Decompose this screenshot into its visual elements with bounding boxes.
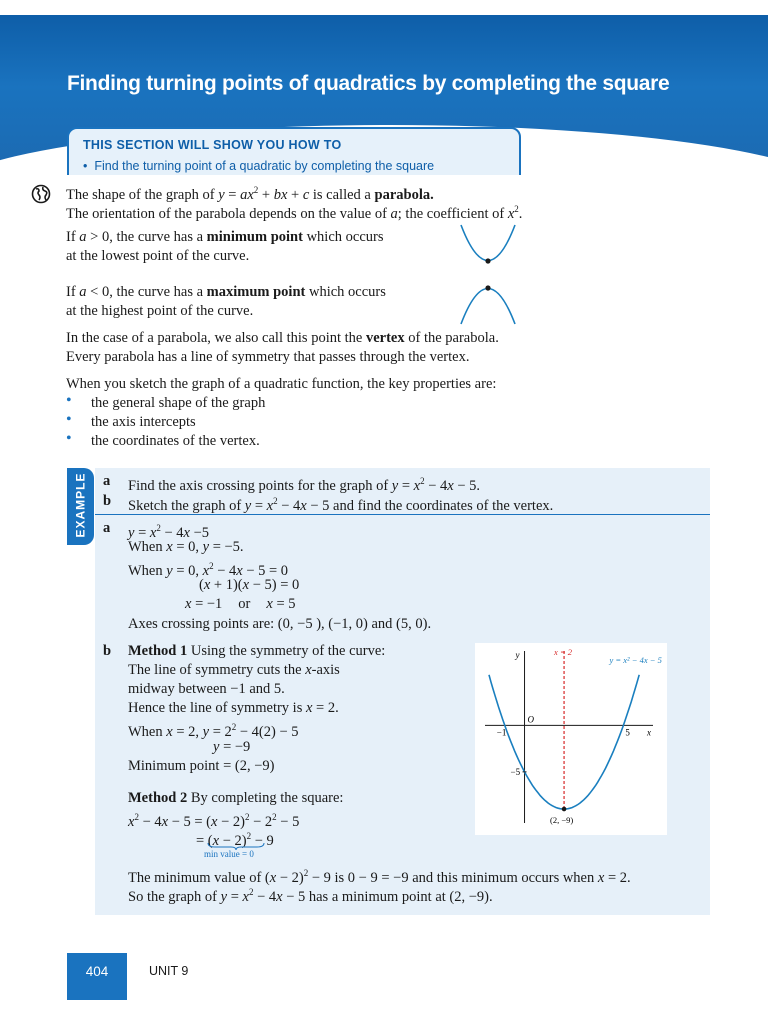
t: a — [79, 284, 87, 300]
globe-icon — [31, 184, 51, 204]
t: = 5 — [272, 596, 296, 612]
t: which occurs — [302, 229, 384, 245]
t: = — [227, 888, 243, 905]
t: Method 1 — [128, 643, 188, 659]
t: 2 — [244, 812, 250, 822]
t: of the parabola. — [404, 330, 499, 346]
conclusion-line-2 — [128, 883, 493, 907]
t: < 0, the curve has a — [86, 284, 207, 300]
t: − 2 — [249, 813, 273, 830]
t: y — [202, 539, 210, 555]
t: Method 2 — [128, 790, 188, 806]
t: −5 — [189, 524, 209, 541]
t: x — [185, 596, 192, 612]
t: − 2) — [276, 869, 304, 886]
t: By completing the square: — [187, 790, 344, 806]
t: + — [258, 186, 274, 203]
solution-b-label: b — [103, 643, 112, 659]
t: ; the coefficient of — [397, 205, 508, 222]
t: = 2. — [604, 869, 631, 886]
t: − 2) — [217, 813, 245, 830]
unit-label: UNIT 9 — [149, 964, 189, 978]
example-tab-label: EXAMPLE — [73, 472, 88, 538]
t: = −1 — [191, 596, 223, 612]
t: = −9 — [219, 739, 251, 755]
vertex-line-1 — [66, 329, 499, 348]
intro-line-2 — [66, 200, 522, 224]
t: − 4 — [138, 813, 162, 830]
t: x — [166, 539, 173, 555]
t: − 4 — [277, 497, 301, 514]
method-1-line-2 — [128, 661, 340, 680]
graph-canvas — [475, 643, 667, 835]
x-5-label: 5 — [625, 727, 630, 738]
t: = 2, — [172, 723, 203, 740]
t: − 4(2) − 5 — [236, 723, 299, 740]
bullet-icon: • — [66, 392, 72, 409]
t: x — [266, 596, 273, 612]
t: x — [305, 662, 312, 678]
t: -axis — [311, 662, 340, 678]
t: = — [134, 524, 150, 541]
t: 2 — [272, 812, 277, 822]
t: x — [597, 869, 605, 886]
t: bx — [273, 186, 288, 203]
t: y — [220, 888, 228, 905]
t: which occurs — [305, 284, 386, 300]
header-banner — [0, 15, 768, 175]
t: Using the symmetry of the curve: — [187, 643, 386, 659]
solution-a-line-5 — [185, 595, 296, 614]
question-a-label: a — [103, 473, 111, 489]
t: − 4 — [160, 524, 184, 541]
t: maximum point — [206, 284, 306, 300]
t: = — [251, 497, 267, 514]
x-neg1-label: −1 — [496, 727, 507, 738]
y-neg5-label: −5 — [510, 766, 521, 777]
section-box — [67, 127, 521, 175]
t: In the case of a parabola, we also call this point the — [66, 330, 366, 346]
t: x — [211, 813, 218, 830]
solution-a-line-4 — [199, 576, 299, 595]
t: x — [447, 477, 454, 494]
t: y — [244, 497, 252, 514]
t: 2 — [253, 185, 259, 195]
t: = 2 — [209, 723, 232, 740]
t: y — [391, 477, 399, 494]
t: y — [202, 723, 210, 740]
t: − 4 — [424, 477, 448, 494]
t: = — [398, 477, 414, 494]
question-b — [128, 492, 553, 516]
t: 2 — [134, 812, 139, 822]
t: 2 — [514, 204, 519, 214]
t: The orientation of the parabola depends on the value of — [66, 205, 391, 222]
t: − 5 has a minimum point at (2, −9). — [282, 888, 493, 905]
t: x — [202, 562, 210, 579]
t: x — [242, 577, 250, 593]
bullet-item: the general shape of the graph — [91, 395, 266, 411]
key-props-line: When you sketch the graph of a quadratic function, the key properties are: — [66, 376, 497, 392]
t: 2 — [248, 887, 254, 897]
t: When — [128, 562, 167, 579]
t: or — [238, 596, 251, 612]
t: − 4 — [253, 888, 277, 905]
t: = 0, — [172, 539, 203, 555]
t: x — [413, 477, 421, 494]
method-1-line-4 — [128, 699, 339, 718]
t: x — [161, 813, 169, 830]
t: − 2) — [219, 832, 247, 849]
bullet-item: the axis intercepts — [91, 414, 196, 430]
t: x — [166, 723, 173, 740]
symmetry-label: x = 2 — [554, 647, 573, 657]
t: 2 — [273, 496, 278, 506]
t: + 1)( — [210, 577, 243, 593]
t: = — [224, 186, 241, 203]
t: The shape of the graph of — [66, 186, 219, 203]
t: 2 — [420, 476, 425, 486]
t: If — [66, 229, 80, 245]
vertex-label: (2, −9) — [550, 815, 574, 826]
t: x — [305, 700, 313, 716]
t: − 5 — [276, 813, 300, 830]
t: = 2. — [312, 700, 339, 716]
t: − 5 and find the coordinates of the vertex. — [306, 497, 554, 514]
t: When — [128, 539, 167, 555]
max-parabola-icon — [455, 281, 521, 327]
max-line-2: at the highest point of the curve. — [66, 303, 254, 319]
question-b-label: b — [103, 493, 112, 509]
t: parabola. — [374, 186, 434, 203]
page-number-box — [67, 953, 127, 1000]
min-line-2: at the lowest point of the curve. — [66, 248, 250, 264]
solution-a-line-6: Axes crossing points are: (0, −5 ), (−1, 0) and (5, 0). — [128, 616, 432, 632]
method-1-line-6 — [213, 738, 250, 757]
t: ( — [199, 577, 204, 593]
t: x — [242, 888, 249, 905]
t: = 0, — [172, 562, 203, 579]
t: 2 — [246, 831, 252, 841]
example-tab — [67, 468, 94, 545]
parabola-graph — [475, 643, 667, 835]
t: x — [300, 497, 307, 514]
t: y — [128, 524, 135, 541]
max-line-1 — [66, 283, 386, 302]
t: x — [276, 888, 283, 905]
t: y — [166, 562, 173, 579]
t: a — [390, 205, 398, 222]
t: x — [269, 869, 277, 886]
page-number: 404 — [85, 964, 109, 979]
t: − 5) = 0 — [249, 577, 300, 593]
t: > 0, the curve has a — [86, 229, 207, 245]
bullet-icon: • — [66, 430, 72, 447]
t: x — [507, 205, 515, 222]
t: If — [66, 284, 80, 300]
min-parabola-icon — [455, 222, 521, 268]
solution-a-label: a — [103, 520, 111, 536]
x-axis-label: x — [647, 727, 651, 738]
t: x — [236, 562, 243, 579]
vertex-point — [562, 807, 567, 812]
t: When — [128, 723, 167, 740]
brace-label: min value = 0 — [204, 849, 254, 859]
method-1-line-3: midway between −1 and 5. — [128, 681, 285, 697]
t: x — [266, 497, 274, 514]
t: − 5 = ( — [168, 813, 211, 830]
t: vertex — [365, 330, 405, 346]
y-axis-label: y — [515, 650, 520, 660]
t: 2 — [303, 868, 309, 878]
origin-label: O — [527, 714, 535, 725]
t: Find the axis crossing points for the graph of — [128, 477, 392, 494]
t: The minimum value of ( — [128, 869, 270, 886]
t: a — [79, 229, 87, 245]
t: − 4 — [213, 562, 237, 579]
vertex-line-2: Every parabola has a line of symmetry that passes through the vertex. — [66, 349, 470, 365]
t: 2 — [156, 523, 161, 533]
bullet-item: the coordinates of the vertex. — [91, 433, 260, 449]
solution-a-line-2 — [128, 538, 244, 557]
method-1-line-7: Minimum point = (2, −9) — [128, 758, 275, 774]
t: = −5. — [209, 539, 244, 555]
t: + — [287, 186, 303, 203]
t: y — [218, 186, 225, 203]
method-1-heading — [128, 642, 385, 661]
t: − 9 — [251, 832, 274, 849]
t: − 5 = 0 — [242, 562, 289, 579]
t: ax — [240, 186, 254, 203]
t: So the graph of — [128, 888, 221, 905]
t: 2 — [209, 561, 214, 571]
t: minimum point — [206, 229, 303, 245]
t: is called a — [309, 186, 375, 203]
t: Sketch the graph of — [128, 497, 245, 514]
min-line-1 — [66, 228, 383, 247]
t: The line of symmetry cuts the — [128, 662, 306, 678]
t: c — [302, 186, 310, 203]
t: x — [183, 524, 190, 541]
t: x — [212, 832, 220, 849]
t: x — [203, 577, 211, 593]
bullet-icon: • — [66, 411, 72, 428]
t: x — [128, 813, 135, 830]
t: y — [213, 739, 220, 755]
t: Hence the line of symmetry is — [128, 700, 306, 716]
t: − 9 is 0 − 9 = −9 and this minimum occurs when — [308, 869, 598, 886]
page-title: Finding turning points of quadratics by completing the square — [67, 72, 670, 95]
t: 2 — [231, 722, 237, 732]
section-heading: THIS SECTION WILL SHOW YOU HOW TO — [83, 138, 342, 152]
method-2-heading — [128, 789, 343, 808]
t: − 5. — [453, 477, 481, 494]
section-item-text: Find the turning point of a quadratic by completing the square — [94, 159, 435, 173]
section-item: • Find the turning point of a quadratic by completing the square — [83, 159, 435, 173]
t: = ( — [196, 832, 213, 849]
t: . — [518, 205, 523, 222]
t: x — [149, 524, 157, 541]
curve-label: y = x² − 4x − 5 — [609, 655, 662, 665]
